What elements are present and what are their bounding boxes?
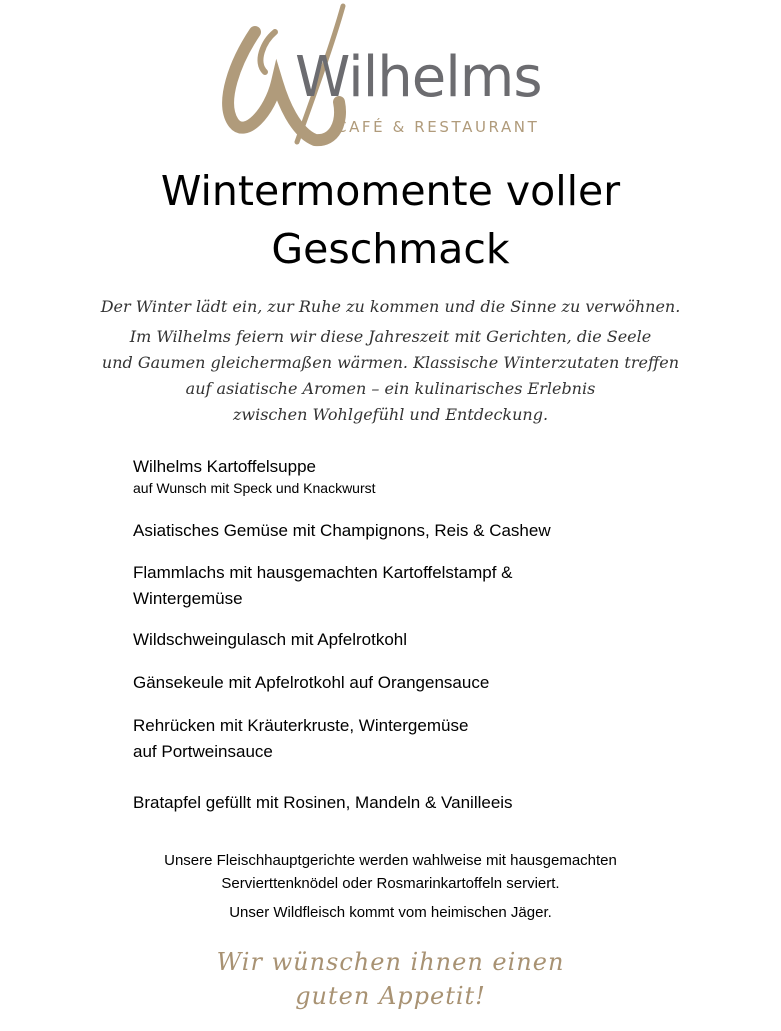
- menu-item-title: Asiatisches Gemüse mit Champignons, Reis & Cashew: [133, 521, 551, 540]
- menu-item-title-cont: auf Portweinsauce: [133, 742, 273, 761]
- menu-item: [133, 518, 693, 544]
- intro-line: und Gaumen gleichermaßen wärmen. Klassische Winterzutaten treffen: [101, 353, 680, 372]
- game-note: Unser Wildfleisch kommt vom heimischen Jäger.: [229, 904, 552, 921]
- menu-item: [133, 454, 693, 496]
- page-title: [0, 162, 781, 278]
- intro-paragraph-1: Der Winter lädt ein, zur Ruhe zu kommen und die Sinne zu verwöhnen.: [100, 297, 681, 316]
- side-dishes-line-2: Servierttenknödel oder Rosmarinkartoffeln serviert.: [221, 875, 560, 892]
- intro-line: auf asiatische Aromen – ein kulinarisches Erlebnis: [185, 379, 596, 398]
- intro-line: Im Wilhelms feiern wir diese Jahreszeit mit Gerichten, die Seele: [129, 327, 652, 346]
- restaurant-logo: [215, 2, 560, 152]
- menu-item-title: Wilhelms Kartoffelsuppe: [133, 457, 316, 476]
- menu-item-title: Rehrücken mit Kräuterkruste, Wintergemüse: [133, 716, 469, 735]
- menu-item-note: auf Wunsch mit Speck und Knackwurst: [133, 480, 376, 496]
- menu-item-title: Bratapfel gefüllt mit Rosinen, Mandeln & Vanilleeis: [133, 793, 513, 812]
- title-line-1: Wintermomente voller: [160, 167, 621, 215]
- menu-item: [133, 627, 693, 653]
- closing-wish: [0, 945, 781, 1013]
- menu-item: [133, 670, 693, 696]
- menu-item: [133, 560, 693, 612]
- menu-item: [133, 790, 693, 816]
- intro-text: [60, 294, 721, 428]
- logo-subtitle: CAFÉ & RESTAURANT: [336, 118, 540, 136]
- side-dishes-line-1: Unsere Fleischhauptgerichte werden wahlweise mit hausgemachten: [164, 852, 617, 869]
- menu-item-title: Flammlachs mit hausgemachten Kartoffelstampf &: [133, 563, 513, 582]
- menu-item-title: Wildschweingulasch mit Apfelrotkohl: [133, 630, 408, 649]
- closing-line-2: guten Appetit!: [295, 982, 486, 1010]
- menu-item-title: Gänsekeule mit Apfelrotkohl auf Orangensauce: [133, 673, 490, 692]
- intro-line: zwischen Wohlgefühl und Entdeckung.: [232, 405, 549, 424]
- side-dishes-note: [0, 849, 781, 895]
- intro-paragraph-2: [60, 324, 721, 428]
- menu-item-title-cont: Wintergemüse: [133, 589, 243, 608]
- title-line-2: Geschmack: [271, 225, 510, 273]
- closing-line-1: Wir wünschen ihnen einen: [216, 948, 565, 976]
- menu-item: [133, 713, 693, 765]
- logo-wordmark: Wilhelms: [295, 45, 542, 110]
